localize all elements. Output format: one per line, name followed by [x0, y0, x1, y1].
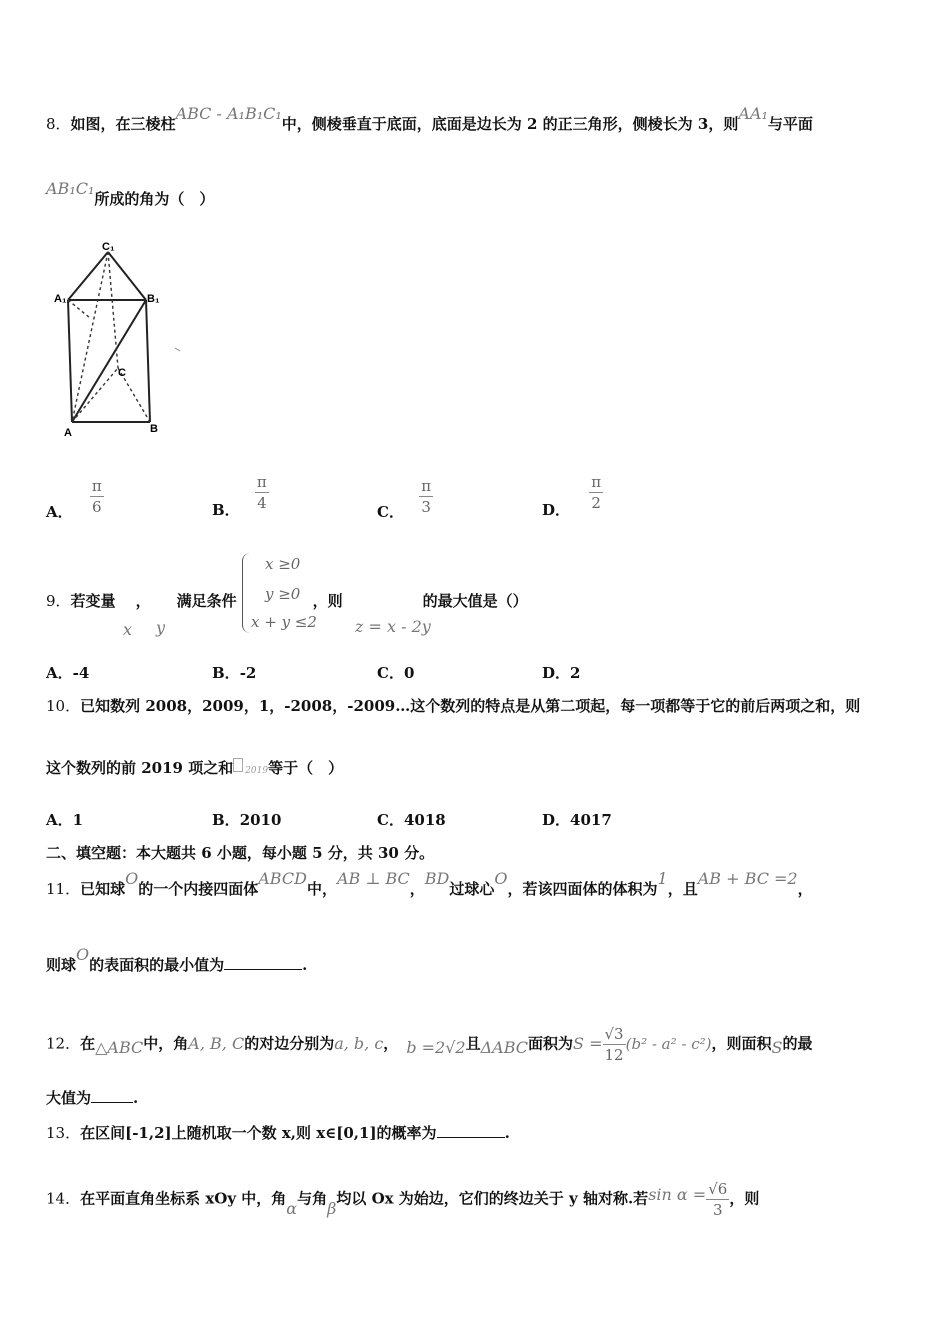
q12-number: 12． [46, 1034, 81, 1053]
fig-label-c1: C₁ [102, 241, 115, 253]
q10-option-c-label: C． [377, 811, 404, 829]
q10-option-b-label: B． [212, 811, 240, 829]
q11-math-abcd: ABCD [258, 869, 307, 888]
q11-number: 11． [46, 880, 81, 898]
q12-math-sides: a, b, c [334, 1033, 384, 1053]
q10-line2 [46, 758, 910, 781]
q9-option-c[interactable] [377, 662, 414, 683]
q14-text-1: 在平面直角坐标系 xOy 中，角 [80, 1189, 287, 1208]
q10-option-d-value: 4017 [570, 811, 612, 829]
q14-line [46, 1181, 910, 1218]
q11-text-9: 则球 [46, 956, 77, 974]
q8-number: 8． [46, 115, 71, 133]
q11-text-7: ，且 [667, 880, 698, 898]
q11-math-perp: AB ⊥ BC [336, 869, 410, 888]
q10-option-b-value: 2010 [239, 811, 282, 829]
q9-option-a[interactable] [46, 662, 89, 683]
q8-math-edge: AA₁ [738, 104, 768, 123]
frac-num: √6 [708, 1180, 728, 1198]
q12-line2 [46, 1088, 910, 1108]
fig-label-b: B [150, 423, 158, 435]
q9-option-d[interactable] [542, 662, 580, 683]
q10-option-b[interactable] [212, 809, 281, 830]
q12-math-angles: A, B, C [188, 1033, 245, 1053]
q11-line2 [46, 945, 910, 975]
q14-number: 14． [46, 1189, 81, 1208]
q8-math-prism: ABC - A₁B₁C₁ [175, 104, 282, 123]
q11-text-2: 的一个内接四面体 [138, 880, 259, 898]
frac-den: 12 [604, 1046, 624, 1064]
q9-var-y: y [156, 618, 166, 637]
q10-text-2: 这个数列的前 2019 项之和 [46, 759, 234, 777]
q11-math-o: O [125, 869, 139, 888]
q14-fraction [706, 1181, 729, 1218]
q13-text-2: . [504, 1124, 510, 1142]
q12-answer-blank[interactable] [91, 1088, 133, 1103]
q9-option-c-value: 0 [403, 664, 415, 682]
q11-text-1: 已知球 [80, 880, 126, 898]
q8-text-2: 中，侧棱垂直于底面，底面是边长为 2 的正三角形，侧棱长为 3，则 [281, 115, 739, 133]
frac-num: √3 [604, 1025, 624, 1043]
q11-math-bd: BD [424, 869, 450, 888]
q12-text-7: ，则面积 [711, 1034, 772, 1053]
q10-option-d[interactable] [542, 809, 612, 830]
frac-num: π [591, 473, 602, 491]
q11-math-o-2: O [494, 869, 508, 888]
section-heading: 二、填空题：本大题共 6 小题，每小题 5 分，共 30 分。 [46, 844, 435, 862]
q8-math-plane: AB₁C₁ [46, 179, 95, 198]
q12-text-5: 且 [465, 1034, 481, 1053]
q8-option-d[interactable] [542, 473, 603, 519]
q10-option-a[interactable] [46, 809, 83, 830]
q11-text-3: 中， [306, 880, 337, 898]
fig-label-b1: B₁ [147, 293, 160, 305]
q9-var-x: x [123, 620, 133, 639]
q9-number: 9． [46, 592, 71, 610]
q11-math-o-3: O [76, 945, 90, 964]
q9-option-d-value: 2 [570, 664, 581, 682]
frac-num: π [256, 473, 267, 491]
q12-fraction [603, 1026, 626, 1063]
q8-text-1: 如图，在三棱柱 [70, 115, 176, 133]
q8-option-d-fraction [589, 474, 603, 511]
q11-math-sum: AB + BC =2 [697, 869, 798, 888]
q11-math-one: 1 [657, 869, 668, 888]
q9-option-a-value: -4 [72, 664, 90, 682]
q9-text-2: ， [135, 592, 151, 610]
fig-label-c: C [118, 367, 126, 379]
q12-text-4: ， [383, 1034, 399, 1053]
q9-text-1: 若变量 [70, 592, 116, 610]
q8-option-a-label: A． [46, 502, 73, 521]
q8-option-a-fraction [90, 478, 104, 515]
q14-math-alpha: α [286, 1198, 298, 1218]
q8-prism-figure [50, 238, 200, 438]
q10-option-a-label: A． [46, 811, 73, 829]
q9-cond-2: y ≥0 [265, 585, 301, 603]
q10-option-d-label: D． [542, 811, 571, 829]
q9-option-b[interactable] [212, 662, 256, 683]
q12-text-6: 面积为 [528, 1034, 574, 1053]
q11-text-8: ， [797, 880, 813, 898]
frac-num: π [421, 477, 432, 495]
q12-math-tri: △ABC [95, 1037, 144, 1057]
q11-line1 [46, 869, 910, 899]
q8-option-a[interactable] [46, 477, 104, 521]
q9-text-4: ，则 [312, 592, 343, 610]
q9-cond-1: x ≥0 [265, 555, 301, 573]
q12-text-10: . [133, 1089, 139, 1107]
frac-num: π [91, 477, 102, 495]
q11-answer-blank[interactable] [224, 955, 302, 970]
q11-text-6: ，若该四面体的体积为 [507, 880, 658, 898]
q14-text-2: 与角 [297, 1189, 328, 1208]
q12-math-b: b =2√2 [406, 1037, 466, 1057]
q14-text-4: ，则 [729, 1189, 760, 1208]
q11-text-4: ， [409, 880, 425, 898]
q13-text-1: 在区间[-1,2]上随机取一个数 x,则 x∈[0,1]的概率为 [80, 1124, 437, 1142]
q10-option-c[interactable] [377, 809, 446, 830]
q8-text-3: 与平面 [767, 115, 813, 133]
q14-math-sin: sin α = [648, 1184, 707, 1204]
q12-math-paren: (b² - a² - c²) [625, 1034, 712, 1053]
fig-label-a: A [64, 427, 72, 438]
q9-option-c-label: C． [377, 664, 404, 682]
q8-option-c-label: C． [377, 502, 404, 521]
q12-text-3: 的对边分别为 [244, 1034, 335, 1053]
q9-text-5: 的最大值是（） [422, 592, 528, 610]
q11-text-5: 过球心 [449, 880, 495, 898]
q12-text-9: 大值为 [46, 1089, 92, 1107]
q14-math-beta: β [327, 1198, 337, 1218]
q8-option-d-label: D． [542, 500, 571, 519]
q13-answer-blank[interactable] [437, 1123, 505, 1138]
q8-option-b-label: B． [212, 500, 240, 519]
q12-text-2: 中，角 [143, 1034, 189, 1053]
q12-math-s2: S [771, 1037, 783, 1057]
frac-den: 2 [591, 494, 601, 512]
q8-option-b[interactable] [212, 473, 269, 519]
q13-line [46, 1123, 910, 1143]
q9-text-3: 满足条件 [176, 592, 237, 610]
q8-option-c-fraction [419, 478, 433, 515]
q12-line1 [46, 1026, 910, 1063]
q14-text-3: 均以 Ox 为始边，它们的终边关于 y 轴对称.若 [336, 1189, 649, 1208]
q11-text-11: . [302, 956, 308, 974]
q12-text-1: 在 [80, 1034, 96, 1053]
q9-option-b-label: B． [212, 664, 240, 682]
q10-option-c-value: 4018 [403, 811, 446, 829]
frac-den: 3 [421, 498, 431, 516]
missing-glyph-icon [233, 758, 243, 772]
q10-number: 10． [46, 697, 81, 715]
q12-math-s: S = [573, 1033, 603, 1053]
q9-option-d-label: D． [542, 664, 571, 682]
q12-text-8: 的最 [782, 1034, 813, 1053]
q8-option-b-fraction [255, 474, 269, 511]
frac-den: 6 [92, 498, 102, 516]
q13-number: 13． [46, 1124, 81, 1142]
q12-math-tri2: ΔABC [480, 1037, 529, 1057]
q9-line [46, 591, 910, 611]
frac-den: 4 [257, 494, 267, 512]
q9-option-a-label: A． [46, 664, 73, 682]
q8-line1 [46, 104, 910, 134]
q9-condition-system [242, 553, 323, 633]
q10-line1 [46, 696, 910, 716]
q9-option-b-value: -2 [239, 664, 257, 682]
q10-text-1: 已知数列 2008，2009，1，-2008，-2009…这个数列的特点是从第二项起，每一项都等于它的前后两项之和，则 [80, 697, 861, 715]
q10-option-a-value: 1 [72, 811, 84, 829]
q9-cond-3: x + y ≤2 [251, 613, 317, 631]
q10-mark: 2019 [245, 766, 269, 776]
q10-text-3: 等于（ ） [268, 759, 344, 777]
q8-line2 [46, 179, 910, 209]
q9-objective: z = x - 2y [355, 617, 431, 636]
q8-option-c[interactable] [377, 477, 433, 521]
fig-label-a1: A₁ [54, 293, 67, 305]
frac-den: 3 [712, 1201, 723, 1219]
q11-text-10: 的表面积的最小值为 [89, 956, 225, 974]
q8-text-4: 所成的角为（ ） [94, 190, 215, 208]
